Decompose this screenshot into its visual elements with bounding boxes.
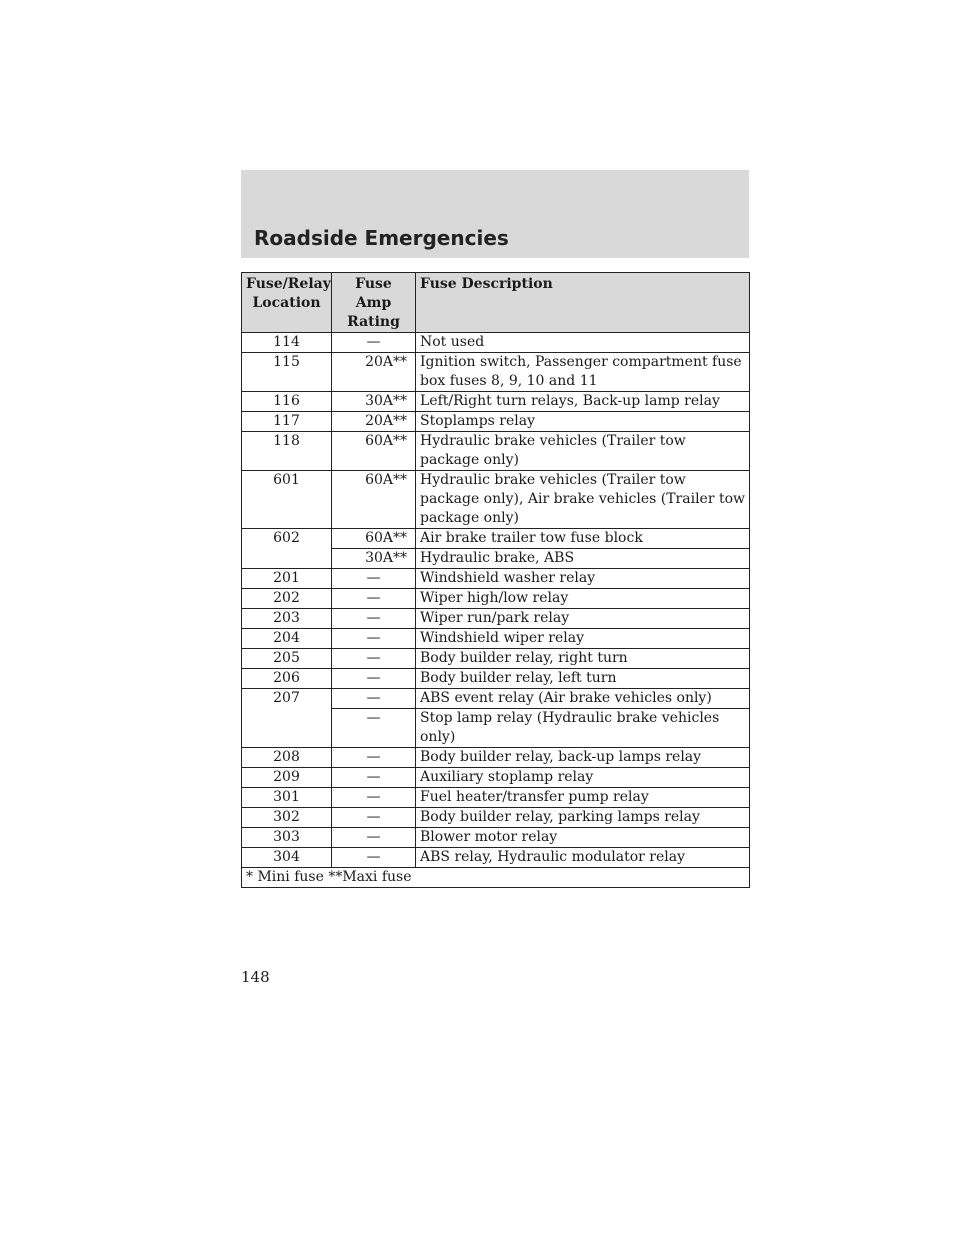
fuse-description: Not used bbox=[416, 333, 750, 353]
fuse-amp-rating: — bbox=[332, 689, 416, 709]
table-row bbox=[242, 788, 750, 808]
fuse-location: 205 bbox=[242, 649, 332, 669]
fuse-amp-rating: — bbox=[332, 848, 416, 868]
fuse-description: Hydraulic brake, ABS bbox=[416, 549, 750, 569]
fuse-amp-rating: — bbox=[332, 589, 416, 609]
fuse-description: Wiper high/low relay bbox=[416, 589, 750, 609]
fuse-amp-rating: 30A** bbox=[332, 392, 416, 412]
fuse-amp-rating: — bbox=[332, 333, 416, 353]
fuse-location: 116 bbox=[242, 392, 332, 412]
fuse-description: Auxiliary stoplamp relay bbox=[416, 768, 750, 788]
fuse-amp-rating: 20A** bbox=[332, 412, 416, 432]
table-header-row bbox=[242, 273, 750, 333]
fuse-description: Ignition switch, Passenger compartment fuse box fuses 8, 9, 10 and 11 bbox=[416, 353, 750, 392]
table-row bbox=[242, 392, 750, 412]
table-row bbox=[242, 848, 750, 868]
table-row bbox=[242, 432, 750, 471]
table-row bbox=[242, 333, 750, 353]
fuse-description: Windshield washer relay bbox=[416, 569, 750, 589]
fuse-description: Body builder relay, left turn bbox=[416, 669, 750, 689]
table-body bbox=[242, 333, 750, 868]
fuse-amp-rating: — bbox=[332, 649, 416, 669]
fuse-description: Body builder relay, parking lamps relay bbox=[416, 808, 750, 828]
table-row bbox=[242, 471, 750, 529]
fuse-description: Hydraulic brake vehicles (Trailer tow package only) bbox=[416, 432, 750, 471]
fuse-location: 203 bbox=[242, 609, 332, 629]
fuse-description: Stoplamps relay bbox=[416, 412, 750, 432]
table-footnote: * Mini fuse **Maxi fuse bbox=[242, 868, 750, 888]
fuse-location: 302 bbox=[242, 808, 332, 828]
fuse-amp-rating: — bbox=[332, 748, 416, 768]
table-row bbox=[242, 569, 750, 589]
fuse-location: 209 bbox=[242, 768, 332, 788]
fuse-amp-rating: 30A** bbox=[332, 549, 416, 569]
fuse-location: 202 bbox=[242, 589, 332, 609]
table-row bbox=[242, 529, 750, 549]
table-footnote-row bbox=[242, 868, 750, 888]
section-title: Roadside Emergencies bbox=[254, 226, 509, 250]
fuse-amp-rating: 60A** bbox=[332, 471, 416, 529]
table-row bbox=[242, 412, 750, 432]
header-amp-rating: Fuse Amp Rating bbox=[332, 273, 416, 333]
fuse-location: 114 bbox=[242, 333, 332, 353]
table-row bbox=[242, 689, 750, 709]
fuse-location: 304 bbox=[242, 848, 332, 868]
fuse-location: 301 bbox=[242, 788, 332, 808]
fuse-location: 303 bbox=[242, 828, 332, 848]
table-row bbox=[242, 669, 750, 689]
fuse-description: Body builder relay, right turn bbox=[416, 649, 750, 669]
fuse-amp-rating: 20A** bbox=[332, 353, 416, 392]
fuse-location: 201 bbox=[242, 569, 332, 589]
fuse-location: 204 bbox=[242, 629, 332, 649]
fuse-description: ABS relay, Hydraulic modulator relay bbox=[416, 848, 750, 868]
fuse-location: 601 bbox=[242, 471, 332, 529]
table-row bbox=[242, 629, 750, 649]
fuse-amp-rating: — bbox=[332, 828, 416, 848]
page-number: 148 bbox=[241, 968, 270, 986]
fuse-description: Left/Right turn relays, Back-up lamp relay bbox=[416, 392, 750, 412]
fuse-amp-rating: — bbox=[332, 788, 416, 808]
fuse-location: 208 bbox=[242, 748, 332, 768]
header-location: Fuse/Relay Location bbox=[242, 273, 332, 333]
table-row bbox=[242, 808, 750, 828]
table-row bbox=[242, 828, 750, 848]
fuse-description: Wiper run/park relay bbox=[416, 609, 750, 629]
table-row bbox=[242, 589, 750, 609]
fuse-amp-rating: — bbox=[332, 808, 416, 828]
fuse-description: Windshield wiper relay bbox=[416, 629, 750, 649]
table-row bbox=[242, 768, 750, 788]
fuse-description: Air brake trailer tow fuse block bbox=[416, 529, 750, 549]
fuse-amp-rating: — bbox=[332, 709, 416, 748]
fuse-description: ABS event relay (Air brake vehicles only) bbox=[416, 689, 750, 709]
fuse-amp-rating: — bbox=[332, 609, 416, 629]
fuse-amp-rating: 60A** bbox=[332, 432, 416, 471]
fuse-description: Hydraulic brake vehicles (Trailer tow package only), Air brake vehicles (Trailer tow package only) bbox=[416, 471, 750, 529]
table-row bbox=[242, 609, 750, 629]
fuse-amp-rating: — bbox=[332, 629, 416, 649]
table-row bbox=[242, 353, 750, 392]
fuse-table bbox=[241, 272, 750, 888]
fuse-description: Blower motor relay bbox=[416, 828, 750, 848]
fuse-location: 118 bbox=[242, 432, 332, 471]
fuse-location: 602 bbox=[242, 529, 332, 569]
header-description: Fuse Description bbox=[416, 273, 750, 333]
fuse-description: Body builder relay, back-up lamps relay bbox=[416, 748, 750, 768]
fuse-description: Stop lamp relay (Hydraulic brake vehicles only) bbox=[416, 709, 750, 748]
fuse-description: Fuel heater/transfer pump relay bbox=[416, 788, 750, 808]
fuse-amp-rating: — bbox=[332, 768, 416, 788]
fuse-location: 207 bbox=[242, 689, 332, 748]
fuse-amp-rating: 60A** bbox=[332, 529, 416, 549]
fuse-amp-rating: — bbox=[332, 569, 416, 589]
table-row bbox=[242, 649, 750, 669]
fuse-amp-rating: — bbox=[332, 669, 416, 689]
fuse-location: 115 bbox=[242, 353, 332, 392]
table-row bbox=[242, 748, 750, 768]
fuse-location: 117 bbox=[242, 412, 332, 432]
fuse-location: 206 bbox=[242, 669, 332, 689]
